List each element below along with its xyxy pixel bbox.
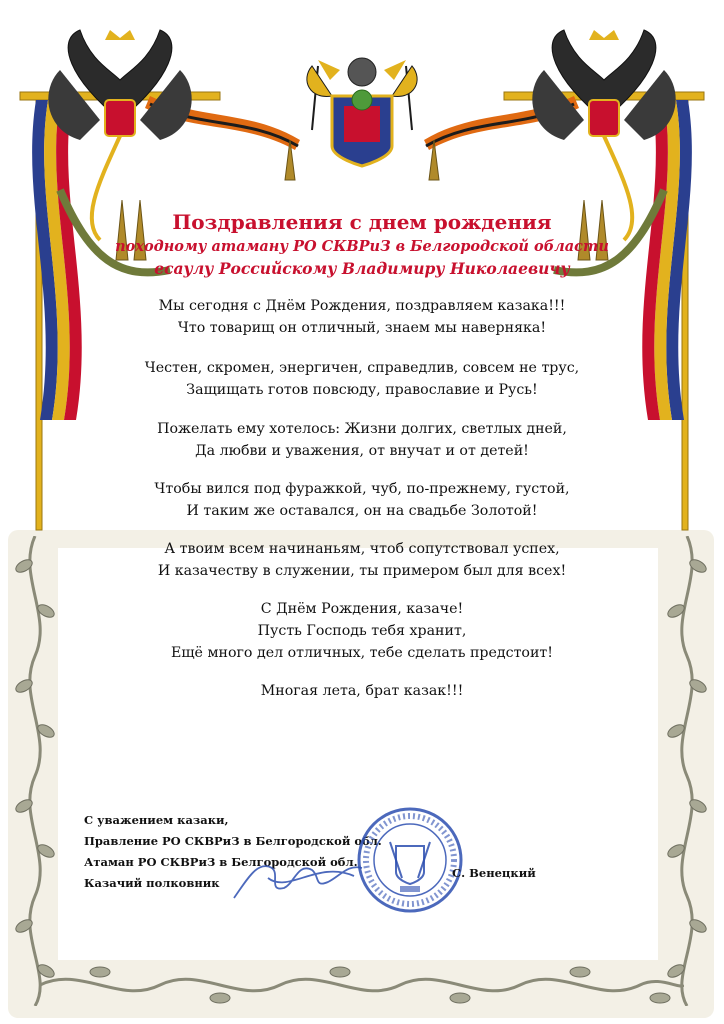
verse (0, 357, 724, 401)
verse-line: Да любви и уважения, от внучат и от детей! (195, 443, 529, 459)
signatory-name: С. Венецкий (452, 866, 536, 880)
handwritten-signature (228, 848, 368, 906)
signature-line: Атаман РО СКВРиЗ в Белгородской обл. (84, 855, 358, 869)
title-recipient-position: походному атаману РО СКВРиЗ в Белгородской области (115, 238, 609, 255)
verse-line: Многая лета, брат казак!!! (260, 683, 464, 699)
verse-line: Что товарищ он отличный, знаем мы наверняка! (177, 320, 547, 336)
signature-line: Казачий полковник (84, 876, 220, 890)
verse (0, 538, 724, 582)
verse-line: Пусть Господь тебя хранит, (257, 623, 467, 639)
official-stamp-icon (356, 806, 464, 914)
verse-line: С Днём Рождения, казаче! (260, 601, 464, 617)
verse-line: Ещё много дел отличных, тебе сделать предстоит! (171, 645, 553, 661)
verse-line: Защищать готов повсюду, православие и Русь! (186, 382, 538, 398)
verse (0, 598, 724, 664)
title-recipient-name: есаулу Российскому Владимиру Николаевичу (154, 259, 570, 278)
verse (0, 418, 724, 462)
verse-line: И казачеству в служении, ты примером был для всех! (157, 563, 567, 579)
verse-line: Честен, скромен, энергичен, справедлив, совсем не трус, (144, 360, 580, 376)
verse-line: И таким же оставался, он на свадьбе Золотой! (186, 503, 538, 519)
cossack-emblem-icon (307, 58, 417, 166)
verse-line: Пожелать ему хотелось: Жизни долгих, светлых дней, (157, 421, 567, 437)
signature-line: Правление РО СКВРиЗ в Белгородской обл. (84, 834, 382, 848)
verse (0, 680, 724, 702)
verse (0, 295, 724, 339)
vine-border-bottom (40, 960, 684, 1010)
verse-line: Мы сегодня с Днём Рождения, поздравляем казака!!! (158, 298, 566, 314)
verse-line: Чтобы вился под фуражкой, чуб, по-прежнему, густой, (154, 481, 570, 497)
signature-line: С уважением казаки, (84, 813, 229, 827)
verse (0, 478, 724, 522)
verse-line: А твоим всем начинаньям, чтоб сопутствовал успех, (164, 541, 560, 557)
page-title: Поздравления с днем рождения (172, 210, 552, 234)
